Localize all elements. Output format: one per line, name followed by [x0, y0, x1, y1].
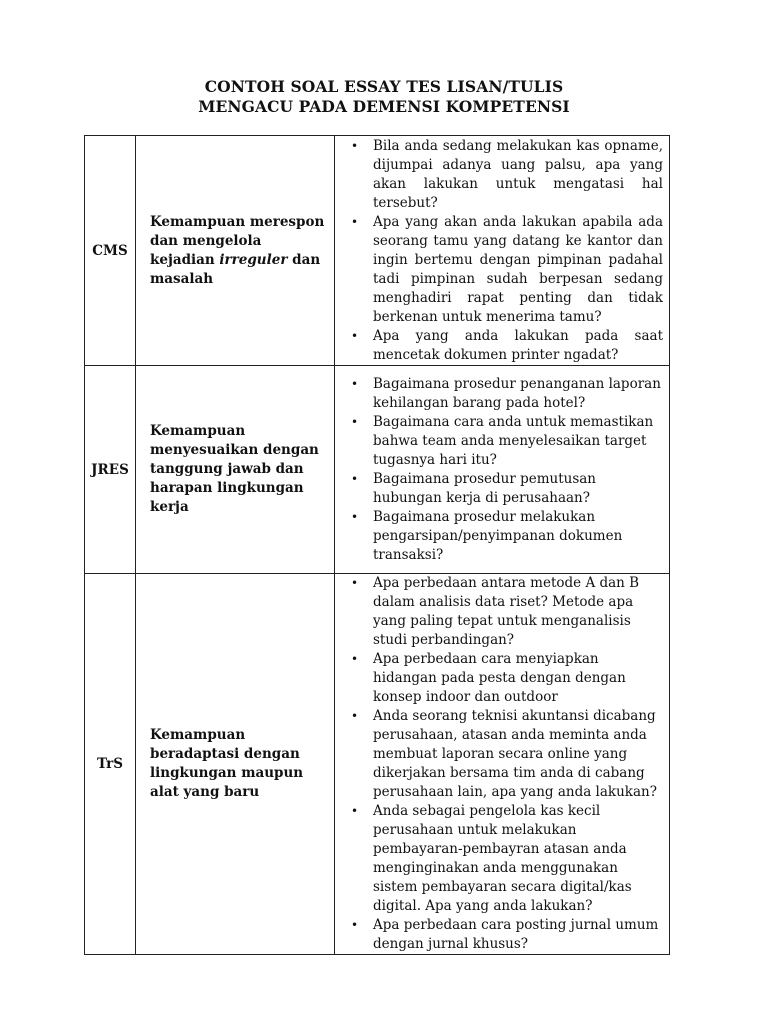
question-text: Apa perbedaan cara menyiapkan hidangan pada pesta dengan dengan konsep indoor dan outdoor	[373, 651, 626, 705]
question-item	[345, 375, 663, 413]
bullet-icon: •	[351, 376, 359, 391]
question-list	[345, 375, 663, 565]
bullet-icon: •	[351, 328, 359, 343]
competency-dimension	[136, 574, 335, 955]
question-item	[345, 470, 663, 508]
competency-dimension	[136, 136, 335, 366]
bullet-icon: •	[351, 804, 359, 818]
question-text: Bagaimana prosedur melakukan pengarsipan/penyimpanan dokumen transaksi?	[373, 508, 623, 563]
question-cell	[335, 136, 670, 366]
question-item	[345, 707, 663, 802]
table-row-jres	[85, 366, 670, 574]
bullet-icon: •	[351, 918, 359, 932]
bullet-icon: •	[351, 576, 359, 590]
question-item	[345, 574, 663, 650]
bullet-icon: •	[351, 471, 359, 486]
question-list	[345, 137, 663, 365]
competency-code: JRES	[85, 366, 136, 574]
question-text: Anda seorang teknisi akuntansi dicabang perusahaan, atasan anda meminta anda membuat laporan secara online yang dikerjakan bersama tim anda di cabang perusahaan lain, apa yang anda lakukan?	[373, 708, 657, 800]
question-text: Apa perbedaan cara posting jurnal umum dengan jurnal khusus?	[373, 917, 659, 952]
dimension-text-end: dan masalah	[150, 251, 321, 287]
question-text: Bagaimana prosedur penanganan laporan kehilangan barang pada hotel?	[373, 375, 661, 411]
question-text: Apa yang anda lakukan pada saat mencetak dokumen printer ngadat?	[373, 327, 663, 363]
question-item	[345, 650, 663, 707]
question-text: Bagaimana cara anda untuk memastikan bahwa team anda menyelesaikan target tugasnya hari itu?	[373, 413, 654, 468]
document-title	[0, 77, 768, 117]
question-list	[345, 574, 663, 954]
question-item	[345, 327, 663, 365]
bullet-icon: •	[351, 138, 359, 153]
question-text: Anda sebagai pengelola kas kecil perusahaan untuk melakukan pembayaran-pembayran atasan anda menginginakan anda menggunakan sistem pembayaran secara digital/kas digital. Apa yang anda lakukan?	[373, 803, 632, 914]
question-item	[345, 213, 663, 327]
bullet-icon: •	[351, 652, 359, 666]
dimension-text: Kemampuan menyesuaikan dengan tanggung jawab dan harapan lingkungan kerja	[150, 423, 319, 515]
question-text: Bagaimana prosedur pemutusan hubungan kerja di perusahaan?	[373, 470, 597, 506]
title-line-2: MENGACU PADA DEMENSI KOMPETENSI	[198, 97, 570, 116]
question-item	[345, 802, 663, 916]
question-cell	[335, 574, 670, 955]
competency-dimension	[136, 366, 335, 574]
competency-code: CMS	[85, 136, 136, 366]
dimension-text: Kemampuan merespon dan mengelola kejadian	[150, 213, 325, 268]
competency-code: TrS	[85, 574, 136, 955]
dimension-text: Kemampuan beradaptasi dengan lingkungan maupun alat yang baru	[150, 727, 304, 800]
competency-table	[84, 135, 670, 955]
question-text: Bila anda sedang melakukan kas opname, dijumpai adanya uang palsu, apa yang akan lakukan untuk mengatasi hal tersebut?	[373, 137, 663, 211]
table-row-cms	[85, 136, 670, 366]
question-text: Apa yang akan anda lakukan apabila ada seorang tamu yang datang ke kantor dan ingin bertemu dengan pimpinan padahal tadi pimpinan sudah berpesan sedang menghadiri rapat penting dan tidak berkenan untuk menerima tamu?	[373, 213, 663, 325]
question-item	[345, 508, 663, 565]
bullet-icon: •	[351, 709, 359, 723]
question-item	[345, 916, 663, 954]
question-text: Apa perbedaan antara metode A dan B dalam analisis data riset? Metode apa yang paling tepat untuk menganalisis studi perbandingan?	[373, 575, 640, 648]
title-line-1: CONTOH SOAL ESSAY TES LISAN/TULIS	[204, 77, 564, 96]
question-item	[345, 413, 663, 470]
question-cell	[335, 366, 670, 574]
bullet-icon: •	[351, 214, 359, 229]
bullet-icon: •	[351, 414, 359, 429]
question-item	[345, 137, 663, 213]
bullet-icon: •	[351, 509, 359, 524]
dimension-italic-text: irreguler	[219, 251, 288, 268]
table-row-trs	[85, 574, 670, 955]
